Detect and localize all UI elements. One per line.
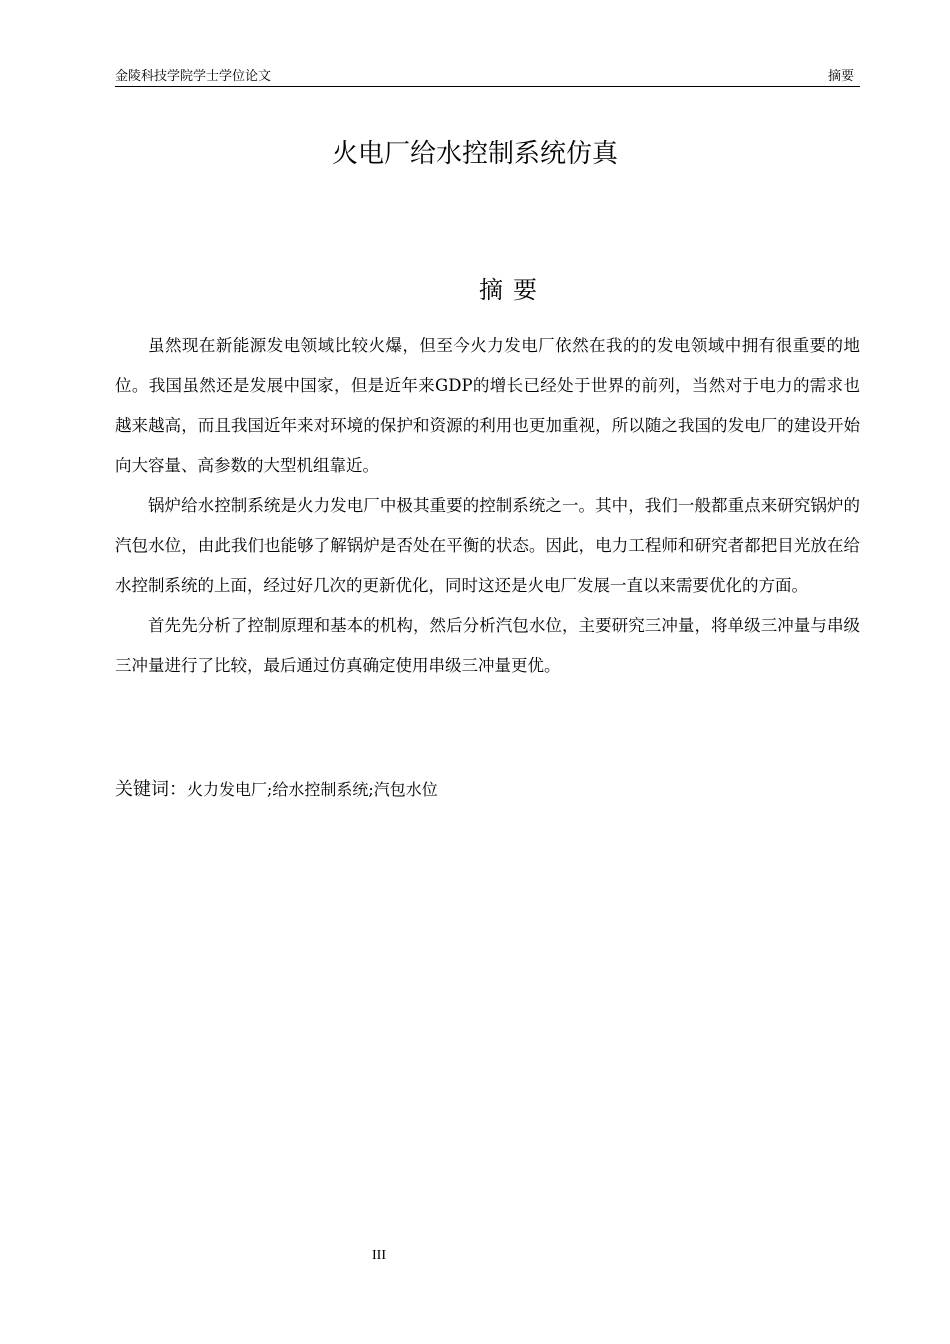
abstract-heading: 摘要: [479, 276, 547, 304]
page-header: [115, 66, 860, 87]
abstract-body: [115, 326, 860, 686]
abstract-paragraph: 虽然现在新能源发电领域比较火爆，但至今火力发电厂依然在我的的发电领域中拥有很重要的地位。我国虽然还是发展中国家，但是近年来GDP的增长已经处于世界的前列，当然对于电力的需求也越来越高，而且我国近年来对环境的保护和资源的利用也更加重视，所以随之我国的发电厂的建设开始向大容量、高参数的大型机组靠近。: [115, 336, 860, 475]
keywords-line: [115, 772, 860, 808]
keywords-value: 火力发电厂;给水控制系统;汽包水位: [187, 780, 438, 799]
header-section-label: 摘要: [827, 68, 854, 83]
abstract-paragraph: 首先先分析了控制原理和基本的机构，然后分析汽包水位，主要研究三冲量，将单级三冲量与串级三冲量进行了比较，最后通过仿真确定使用串级三冲量更优。: [115, 616, 860, 675]
thesis-title: 火电厂给水控制系统仿真: [331, 139, 618, 169]
header-thesis-label: 金陵科技学院学士学位论文: [115, 68, 272, 83]
abstract-paragraph: 锅炉给水控制系统是火力发电厂中极其重要的控制系统之一。其中，我们一般都重点来研究锅炉的汽包水位，由此我们也能够了解锅炉是否处在平衡的状态。因此，电力工程师和研究者都把目光放在给水控制系统的上面，经过好几次的更新优化，同时这还是火电厂发展一直以来需要优化的方面。: [115, 496, 860, 595]
keywords-label: 关键词：: [115, 779, 187, 800]
page-number: III: [372, 1248, 386, 1263]
